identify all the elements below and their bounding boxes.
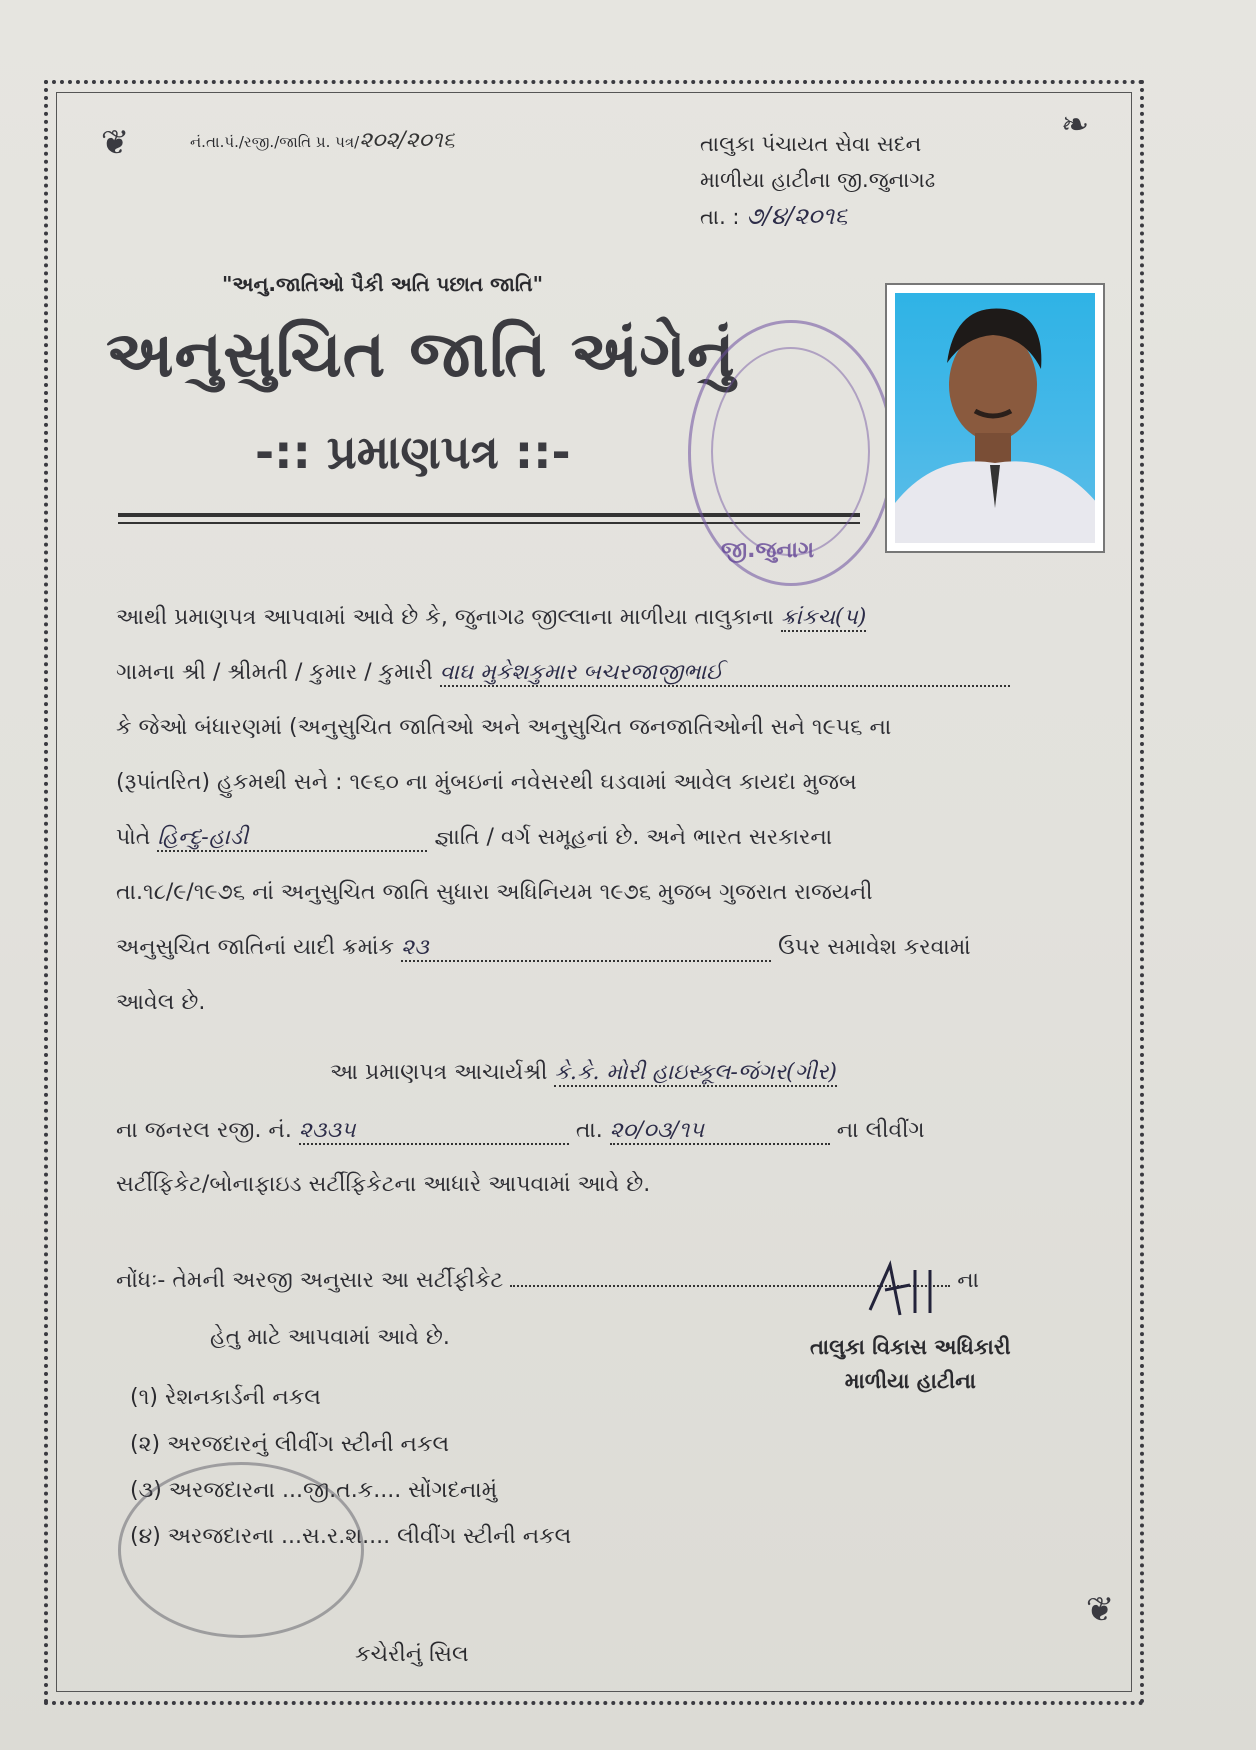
register-date-handwritten: ૨૦/૦૩/૧૫ bbox=[610, 1118, 830, 1145]
office-line-1: તાલુકા પંચાયત સેવા સદન bbox=[700, 132, 922, 156]
date-handwritten: ૭/૪/૨૦૧૬ bbox=[746, 202, 848, 230]
note-line bbox=[116, 1268, 1136, 1293]
village-handwritten: ક્રાંકચ(પ) bbox=[780, 605, 867, 630]
seal-ring bbox=[711, 347, 870, 556]
signature bbox=[860, 1255, 960, 1329]
issue-date bbox=[700, 198, 935, 235]
enclosure-item: (૪) અરજદારના ...સ.ર.શ.... લીવીંગ સ્ટીની નકલ bbox=[130, 1524, 572, 1549]
body-line: આવેલ છે. bbox=[116, 990, 206, 1015]
note-text: ના bbox=[957, 1268, 979, 1293]
office-address bbox=[700, 126, 935, 235]
corner-ornament-icon: ❦ bbox=[1085, 1590, 1115, 1630]
body-line bbox=[330, 1060, 1150, 1087]
enclosure-item: (૧) રેશનકાર્ડની નકલ bbox=[130, 1385, 321, 1410]
body-text: પોતે bbox=[116, 825, 151, 850]
school-handwritten: કે.કે. મોરી હાઇસ્કૂલ-જંગર(ગીર) bbox=[554, 1060, 837, 1085]
office-seal-label: કચેરીનું સિલ bbox=[355, 1642, 469, 1667]
corner-ornament-icon: ❦ bbox=[100, 123, 130, 163]
reference-label: નં.તા.પં./રજી./જાતિ પ્ર. પત્ર/ bbox=[190, 133, 360, 151]
tagline: "અનુ.જાતિઓ પૈકી અતિ પછાત જાતિ" bbox=[222, 272, 544, 296]
enclosure-item: (૨) અરજદારનું લીવીંગ સ્ટીની નકલ bbox=[130, 1432, 450, 1457]
list-number-handwritten: ૨૩ bbox=[401, 935, 771, 962]
body-text: તા. bbox=[575, 1118, 603, 1143]
body-line bbox=[116, 935, 1136, 962]
body-line bbox=[116, 605, 1136, 632]
office-line-2: માળીયા હાટીના જી.જુનાગઢ bbox=[700, 168, 936, 192]
page-subtitle: -:: પ્રમાણપત્ર ::- bbox=[255, 425, 571, 479]
signatory-line-1: તાલુકા વિકાસ અધિકારી bbox=[810, 1335, 1011, 1359]
signatory-line-2: માળીયા હાટીના bbox=[844, 1369, 976, 1393]
corner-ornament-icon: ❧ bbox=[1060, 105, 1090, 145]
photo-portrait bbox=[895, 293, 1095, 543]
date-label: તા. : bbox=[700, 205, 740, 229]
body-line bbox=[116, 825, 1136, 852]
body-text: ના જનરલ રજી. નં. bbox=[116, 1118, 292, 1143]
page-title: અનુસુચિત જાતિ અંગેનું bbox=[106, 318, 736, 392]
reference-handwritten: ૨૦૨/૨૦૧૬ bbox=[359, 128, 455, 153]
note-text: નોંધઃ- તેમની અરજી અનુસાર આ સર્ટીફીકેટ bbox=[116, 1268, 504, 1293]
enclosure-item: (૩) અરજદારના ...જી.ત.ક.... સોંગદનામું bbox=[130, 1478, 498, 1503]
note-line: હેતુ માટે આપવામાં આવે છે. bbox=[210, 1325, 450, 1350]
body-text: અનુસુચિત જાતિનાં યાદી ક્રમાંક bbox=[116, 935, 395, 960]
office-seal-stamp bbox=[118, 1462, 364, 1638]
caste-handwritten: હિન્દુ-હાડી bbox=[157, 825, 427, 852]
body-line: તા.૧૮/૯/૧૯૭૬ નાં અનુસુચિત જાતિ સુધારા અધિનિયમ ૧૯૭૬ મુજબ ગુજરાત રાજયની bbox=[116, 880, 873, 905]
body-line bbox=[116, 660, 1136, 687]
body-text: જ્ઞાતિ / વર્ગ સમૂહનાં છે. અને ભારત સરકારના bbox=[434, 825, 833, 850]
body-line: સર્ટીફિકેટ/બોનાફાઇડ સર્ટીફિકેટના આધારે આપવામાં આવે છે. bbox=[116, 1172, 651, 1197]
body-line bbox=[116, 1118, 1136, 1145]
panchayat-seal bbox=[688, 320, 894, 586]
body-text: ના લીવીંગ bbox=[836, 1118, 925, 1143]
reference-number bbox=[190, 128, 455, 153]
register-number-handwritten: ૨૩૩૫ bbox=[299, 1118, 569, 1145]
body-text: ઉપર સમાવેશ કરવામાં bbox=[778, 935, 971, 960]
body-text: ગામના શ્રી / શ્રીમતી / કુમાર / કુમારી bbox=[116, 660, 433, 685]
applicant-name-handwritten: વાઘ મુકેશકુમાર બચરજાજીભાઈ bbox=[440, 660, 1010, 687]
body-text: આ પ્રમાણપત્ર આચાર્યશ્રી bbox=[330, 1060, 548, 1085]
signatory-designation bbox=[810, 1330, 1011, 1398]
body-line: કે જેઓ બંધારણમાં (અનુસુચિત જાતિઓ અને અનુસુચિત જનજાતિઓની સને ૧૯૫૬ ના bbox=[116, 715, 892, 740]
seal-label: જી.જુનાગ bbox=[721, 538, 815, 563]
body-line: (રૂપાંતરિત) હુકમથી સને : ૧૯૬૦ ના મુંબઇનાં નવેસરથી ઘડવામાં આવેલ કાયદા મુજબ bbox=[116, 770, 857, 795]
body-text: આથી પ્રમાણપત્ર આપવામાં આવે છે કે, જુનાગઢ જીલ્લાના માળીયા તાલુકાના bbox=[116, 605, 774, 630]
applicant-photo bbox=[885, 283, 1105, 553]
